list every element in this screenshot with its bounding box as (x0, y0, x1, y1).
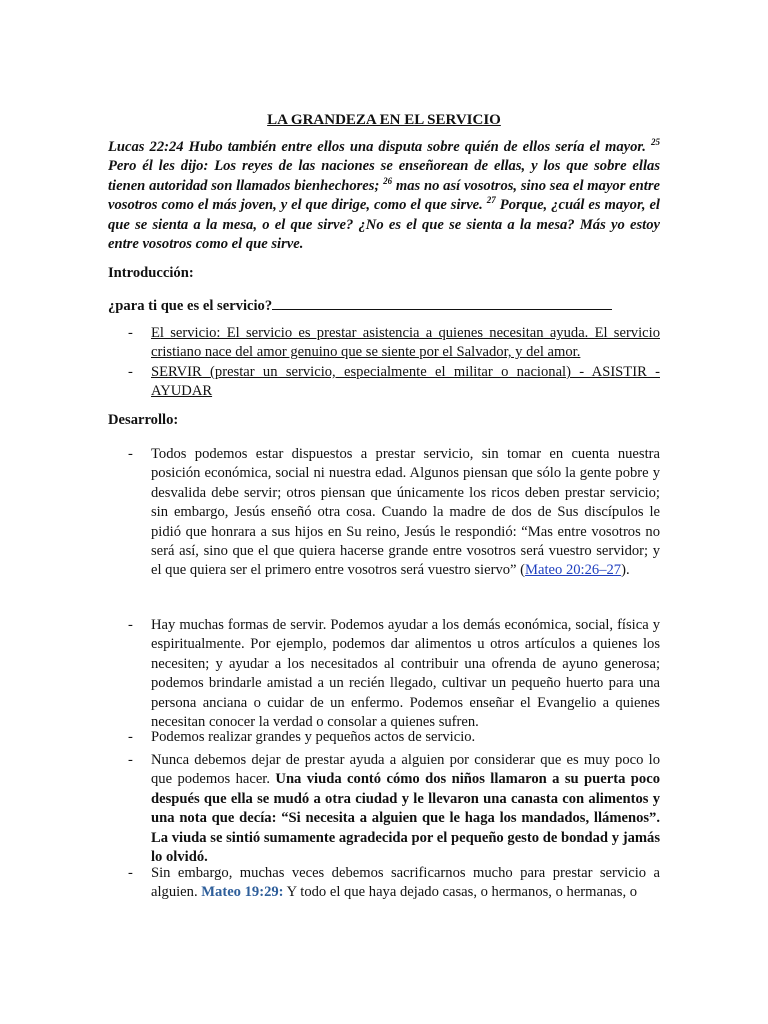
list-dash: - (128, 729, 133, 745)
development-heading: Desarrollo: (108, 412, 179, 428)
development-paragraph (151, 445, 660, 581)
scripture-passage (108, 138, 660, 254)
verse-number-25: 25 (651, 137, 660, 148)
list-dash: - (128, 364, 133, 380)
list-dash: - (128, 617, 133, 633)
list-dash: - (128, 752, 133, 768)
document-title: LA GRANDEZA EN EL SERVICIO (267, 112, 501, 128)
passage-part-4: Porque, ¿cuál es mayor, el que se sienta a la mesa, o el que sirve? ¿No es el que se sienta a la mesa? Más yo estoy entre vosotros como el que sirve. (108, 197, 660, 253)
development-list-item (108, 728, 660, 747)
service-question-text: ¿para ti que es el servicio? (108, 298, 273, 314)
service-question (108, 295, 612, 315)
development-paragraph: Hay muchas formas de servir. Podemos ayudar a los demás económica, social, física y espiritualmente. Por ejemplo, podemos dar alimentos u otros artículos a quienes los necesiten; y ayudar a los necesitados al contribuir una ofrenda de ayuno generosa; podemos brindarle amistad a un recién llegado, cultivar un pequeño huerto para una persona anciana o cuidar de un enfermo. Podemos enseñar el Evangelio a quienes necesitan conocer la verdad o consolar a quienes sufren. (151, 617, 660, 731)
list-dash: - (128, 446, 133, 462)
list-dash: - (128, 865, 133, 881)
paragraph-text: Nunca debemos dejar de prestar ayuda a alguien por considerar que es muy poco lo que podemos hacer. (151, 752, 660, 788)
intro-heading: Introducción: (108, 265, 194, 281)
development-paragraph (151, 751, 660, 867)
paragraph-text-end: ). (621, 562, 630, 579)
development-list-item (108, 616, 660, 732)
scripture-link-mateo-20[interactable]: Mateo 20:26–27 (525, 562, 622, 579)
paragraph-text-end: Y todo el que haya dejado casas, o hermanos, o hermanas, o (283, 884, 638, 901)
verse-number-27: 27 (486, 195, 496, 206)
scripture-ref-mateo-19[interactable]: Mateo 19:29: (201, 884, 284, 901)
intro-list-item (108, 324, 660, 363)
intro-list-item (108, 363, 660, 402)
paragraph-text: Todos podemos estar dispuestos a prestar servicio, sin tomar en cuenta nuestra posición económica, social ni nuestra edad. Algunos piensan que sólo la gente pobre y desvalida debe servir; otros piensan que únicamente los ricos deben prestar servicio; sin embargo, Jesús enseñó otra cosa. Cuando la madre de dos de Sus discípulos le pidió que honrara a sus hijos en Su reino, Jesús le respondió: “Mas entre vosotros no será así, sino que el que quiera hacerse grande entre vosotros será vuestro servidor; y el que quiera ser el primero entre vosotros será vuestro siervo” ( (151, 446, 660, 579)
development-paragraph (151, 864, 660, 903)
servir-definition: SERVIR (prestar un servicio, especialmente el militar o nacional) - ASISTIR - AYUDAR (151, 364, 660, 400)
passage-part-1: Lucas 22:24 Hubo también entre ellos una disputa sobre quién de ellos sería el mayor. (108, 139, 651, 155)
passage-part-2: Pero él les dijo: Los reyes de las naciones se enseñorean de ellas, y los que sobre ellas tienen autoridad son llamados bienhechores; (108, 158, 660, 194)
development-list-item (108, 864, 660, 903)
development-list-item (108, 751, 660, 867)
widow-story-bold: Una viuda contó cómo dos niños llamaron a su puerta poco después que ella se mudó a otra ciudad y le llevaron una canasta con alimentos y una nota que decía: “Si necesita a alguien que le haga los mandados, llámenos”. La viuda se sintió sumamente agradecida por el pequeño gesto de bondad y jamás lo olvidó. (151, 771, 660, 866)
development-paragraph: Podemos realizar grandes y pequeños actos de servicio. (151, 729, 476, 745)
list-dash: - (128, 325, 133, 341)
paragraph-text: Sin embargo, muchas veces debemos sacrificarnos mucho para prestar servicio a alguien. (151, 865, 660, 901)
development-list-item (108, 445, 660, 581)
verse-number-26: 26 (383, 175, 393, 186)
passage-part-3: mas no así vosotros, sino sea el mayor entre vosotros como el más joven, y el que dirige, como el que sirve. (108, 177, 660, 214)
service-definition: El servicio: El servicio es prestar asistencia a quienes necesitan ayuda. El servicio cristiano nace del amor genuino que se siente por el Salvador, y del amor. (151, 325, 660, 361)
answer-blank-line (272, 295, 612, 310)
